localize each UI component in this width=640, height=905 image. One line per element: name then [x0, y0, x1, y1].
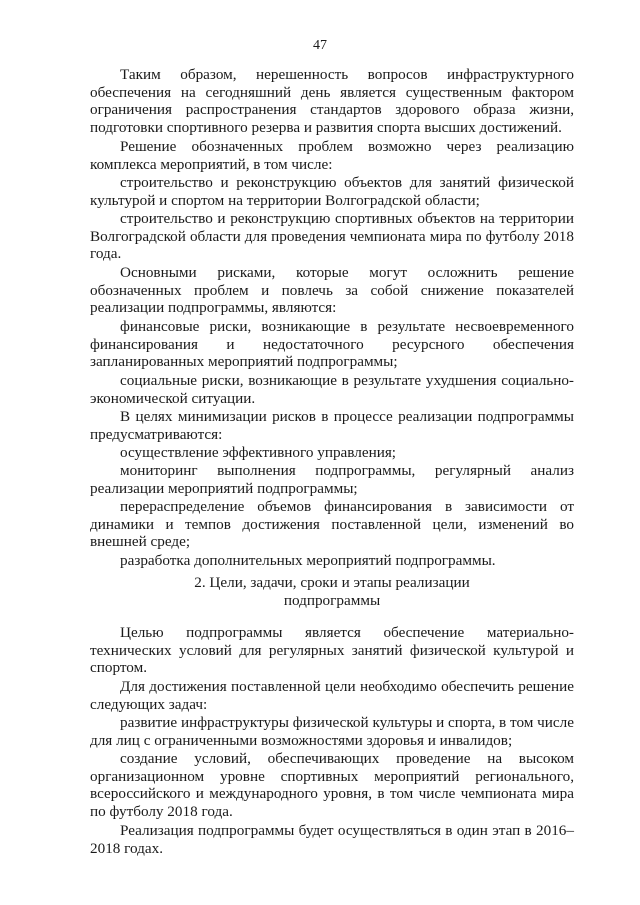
section-heading-line: подпрограммы	[283, 591, 381, 609]
list-item: развитие инфраструктуры физической культуры и спорта, в том числе для лиц с ограниченными возможностями здоровья и инвалидов;	[90, 714, 574, 749]
list-item: социальные риски, возникающие в результате ухудшения социально-экономической ситуации.	[90, 372, 574, 407]
page-number: 47	[313, 38, 327, 53]
list-item: строительство и реконструкцию объектов для занятий физической культурой и спортом на территории Волгоградской области;	[90, 174, 574, 209]
paragraph: Решение обозначенных проблем возможно через реализацию комплекса мероприятий, в том числе:	[90, 138, 574, 173]
paragraph: Целью подпрограммы является обеспечение материально-технических условий для регулярных занятий физической культурой и спортом.	[90, 624, 574, 677]
paragraph: В целях минимизации рисков в процессе реализации подпрограммы предусматриваются:	[90, 408, 574, 443]
list-item: создание условий, обеспечивающих проведение на высоком организационном уровне спортивных мероприятий регионального, всероссийского и международного уровня, в том числе чемпионата мира по футболу 2018 года.	[90, 750, 574, 820]
paragraph: Для достижения поставленной цели необходимо обеспечить решение следующих задач:	[90, 678, 574, 713]
list-item: финансовые риски, возникающие в результате несвоевременного финансирования и недостаточного ресурсного обеспечения запланированных мероприятий подпрограммы;	[90, 318, 574, 371]
list-item: разработка дополнительных мероприятий подпрограммы.	[120, 552, 496, 569]
paragraph: Реализация подпрограммы будет осуществляться в один этап в 2016–2018 годах.	[90, 822, 574, 857]
list-item: осуществление эффективного управления;	[120, 444, 397, 461]
list-item: мониторинг выполнения подпрограммы, регулярный анализ реализации мероприятий подпрограммы;	[90, 462, 574, 497]
section-heading	[90, 574, 574, 609]
section-heading-line: 2. Цели, задачи, сроки и этапы реализации	[194, 574, 470, 591]
paragraph: Основными рисками, которые могут осложнить решение обозначенных проблем и повлечь за собой снижение показателей реализации подпрограммы, являются:	[90, 264, 574, 317]
list-item: перераспределение объемов финансирования в зависимости от динамики и темпов достижения поставленной цели, изменений во внешней среде;	[90, 498, 574, 551]
list-item: строительство и реконструкцию спортивных объектов на территории Волгоградской области для проведения чемпионата мира по футболу 2018 года.	[90, 210, 574, 263]
paragraph: Таким образом, нерешенность вопросов инфраструктурного обеспечения на сегодняшний день является существенным фактором ограничения распространения стандартов здорового образа жизни, подготовки спортивного резерва и развития спорта высших достижений.	[90, 66, 574, 136]
